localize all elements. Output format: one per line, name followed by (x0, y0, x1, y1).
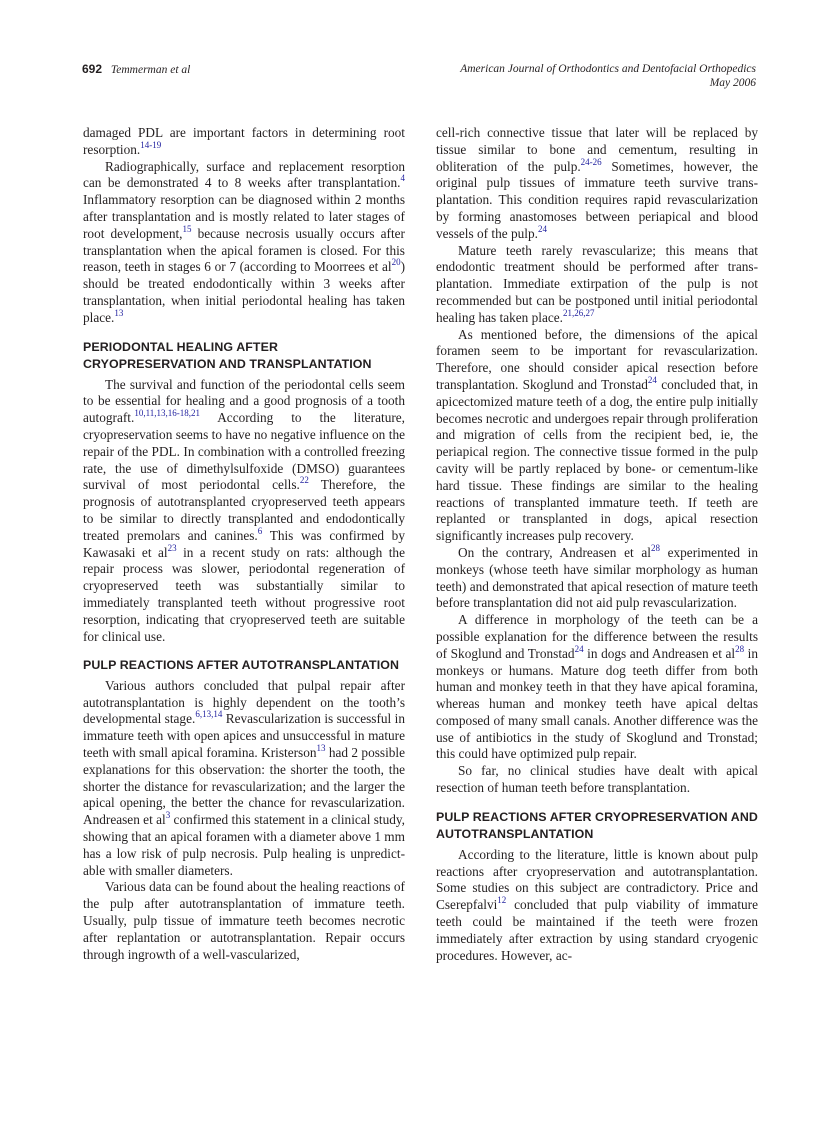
journal-title: American Journal of Orthodontics and Dentofacial Orthopedics (460, 63, 756, 75)
citation-link[interactable]: 14-19 (140, 139, 162, 150)
citation-link[interactable]: 12 (497, 895, 507, 906)
citation-link[interactable]: 23 (167, 542, 177, 553)
running-header (82, 62, 756, 92)
citation-link[interactable]: 6 (257, 525, 263, 536)
citation-link[interactable]: 24-26 (580, 156, 602, 167)
right-column (436, 125, 758, 964)
paragraph: The survival and function of the periodontal cells seem to be essential for healing and a good prognosis of a tooth autograft.$^{10,11,13,16-18,21}$ According to the literature, cryopreservation seems to have no negative influence on the repair of the PDL. In combination with a controlled freezing rate, the use of dimethylsulfoxide (DMSO) guarantees survival of most periodontal cells.$^{22}$ Therefore, the prognosis of autotransplanted cryopreserved teeth appears to be similar to directly transplanted and endodontically treated premolars and canines.$^6$ This was confirmed by Kawasaki et al$^{23}$ in a recent study on rats: although the repair process was slower, periodontal regeneration of cryopreserved teeth was substantially similar to immediately transplanted teeth without progressive root resorption, indicating that cryopreserved teeth are suitable for clinical use. (83, 376, 405, 644)
citation-link[interactable]: 6,13,14 (195, 709, 223, 720)
paragraph: Various authors concluded that pulpal repair after autotransplantation is highly dependent on the tooth’s developmental stage.$^{6,13,14}$ Revascularization is successful in immature teeth with open apices and unsuccessful in mature teeth with small apical foramina. Kristerson$^{13}$ had 2 possible explanations for this observation: the shorter the tooth, the shorter the distance for revascularization; and the larger the apical opening, the better the chance for revascularization. Andreasen et al$^3$ confirmed this statement in a clinical study, showing that an apical foramen with a diameter above 1 mm has a low risk of pulp necrosis. Pulp healing is unpredictable with smaller diameters. (83, 677, 406, 878)
citation-link[interactable]: 21,26,27 (563, 307, 595, 318)
citation-link[interactable]: 15 (182, 223, 192, 234)
citation-link[interactable]: 24 (574, 643, 584, 654)
left-column (83, 125, 405, 963)
page-number: 692 (82, 62, 103, 76)
running-author: Temmerman et al (110, 64, 191, 76)
paragraph: So far, no clinical studies have dealt with apical resection of human teeth before transplantation. (436, 763, 758, 796)
paragraph: cell-rich connective tissue that later will be replaced by tissue similar to bone and cementum, resulting in obliteration of the pulp.$^{24-26}$ Sometimes, however, the original pulp tissues of immature teeth survive transplantation. This condition requires rapid revascularization by forming anastomoses between periapical and blood vessels of the pulp.$^{24}$ (436, 125, 758, 241)
section-heading: PERIODONTAL HEALING AFTER CRYOPRESERVATION AND TRANSPLANTATION (83, 339, 372, 372)
paragraph: Radiographically, surface and replacement resorption can be demonstrated 4 to 8 weeks after transplantation.$^4$ Inflammatory resorption can be diagnosed within 2 months after transplantation and is mostly related to later stages of root development,$^{15}$ because necrosis usually occurs after transplantation when the apical foramen is closed. For this reason, teeth in stages 6 or 7 (according to Moorrees et al$^{20}$) should be treated endodontically within 3 weeks after transplantation, when initial periodontal healing has taken place.$^{13}$ (83, 158, 405, 325)
citation-link[interactable]: 13 (316, 743, 326, 753)
citation-link[interactable]: 24 (647, 374, 657, 385)
paragraph: Mature teeth rarely revascularize; this means that endodontic treatment should be performed after transplantation. Immediate extirpation of the pulp is not recommended but can be postponed until initial periodontal healing has taken place.$^{21,26,27}$ (436, 242, 758, 325)
header-left (82, 62, 190, 76)
citation-link[interactable]: 4 (400, 173, 405, 184)
issue-date: May 2006 (709, 77, 756, 89)
citation-link[interactable]: 13 (114, 307, 124, 318)
paragraph: According to the literature, little is known about pulp reactions after cryopreservation and autotransplantation. Some studies on this subject are contradictory. Price and Cserepfalvi$^{12}$ concluded that pulp viability of immature teeth could be maintained if the teeth were frozen immediately after extraction by using standard cryogenic procedures. However, ac- (436, 846, 758, 963)
header-right (460, 62, 756, 90)
paragraph: As mentioned before, the dimensions of the apical foramen seem to be important for revascularization. Therefore, one should consider apical resection before transplantation. Skoglund and Tronstad$^{24}$ concluded that, in apicectomized mature teeth of a dog, the entire pulp initially becomes necrotic and undergoes repair through proliferation and migration of cells from the recipient bed, ie, the periapical region. The connective tissue formed in the pulp cavity will be partly replaced by bone- or cementum-like hard tissue. These findings are similar to the healing reactions of transplanted immature teeth. If teeth are replanted or transplanted in dogs, apical resection significantly increases pulp recovery. (436, 326, 758, 544)
citation-link[interactable]: 22 (299, 475, 309, 486)
paragraph: A difference in morphology of the teeth can be a possible explanation for the difference between the results of Skoglund and Tronstad$^{24}$ in dogs and Andreasen et al$^{28}$ in monkeys or humans. Mature dog teeth differ from both human and monkey teeth in that they have apical foramina, whereas human and monkey teeth have apical deltas composed of many small canals. Another difference was the use of antibiotics in the study of Skoglund and Tronstad; this could have optimized pulp repair. (436, 612, 759, 762)
citation-link[interactable]: 28 (735, 643, 745, 654)
paragraph: On the contrary, Andreasen et al$^{28}$ experimented in monkeys (whose teeth have similar morphology as human teeth) and demonstrated that apical resection of mature teeth before transplantation did not aid pulp revascularization. (436, 542, 758, 611)
citation-link[interactable]: 28 (650, 542, 660, 553)
paragraph: damaged PDL are important factors in determining root resorption.$^{14-19}$ (83, 125, 405, 157)
citation-link[interactable]: 20 (391, 257, 401, 268)
section-heading: PULP REACTIONS AFTER CRYOPRESERVATION AND AUTOTRANSPLANTATION (436, 809, 758, 842)
citation-link[interactable]: 3 (165, 810, 171, 821)
section-heading: PULP REACTIONS AFTER AUTOTRANSPLANTATION (83, 658, 400, 673)
paragraph: Various data can be found about the healing reactions of the pulp after autotransplantation of immature teeth. Usually, pulp tissue of immature teeth becomes necrotic after replantation or autotransplantation. Repair occurs through ingrowth of a well-vascularized, (83, 879, 405, 962)
citation-link[interactable]: 10,11,13,16-18,21 (134, 408, 200, 419)
citation-link[interactable]: 24 (537, 223, 547, 234)
